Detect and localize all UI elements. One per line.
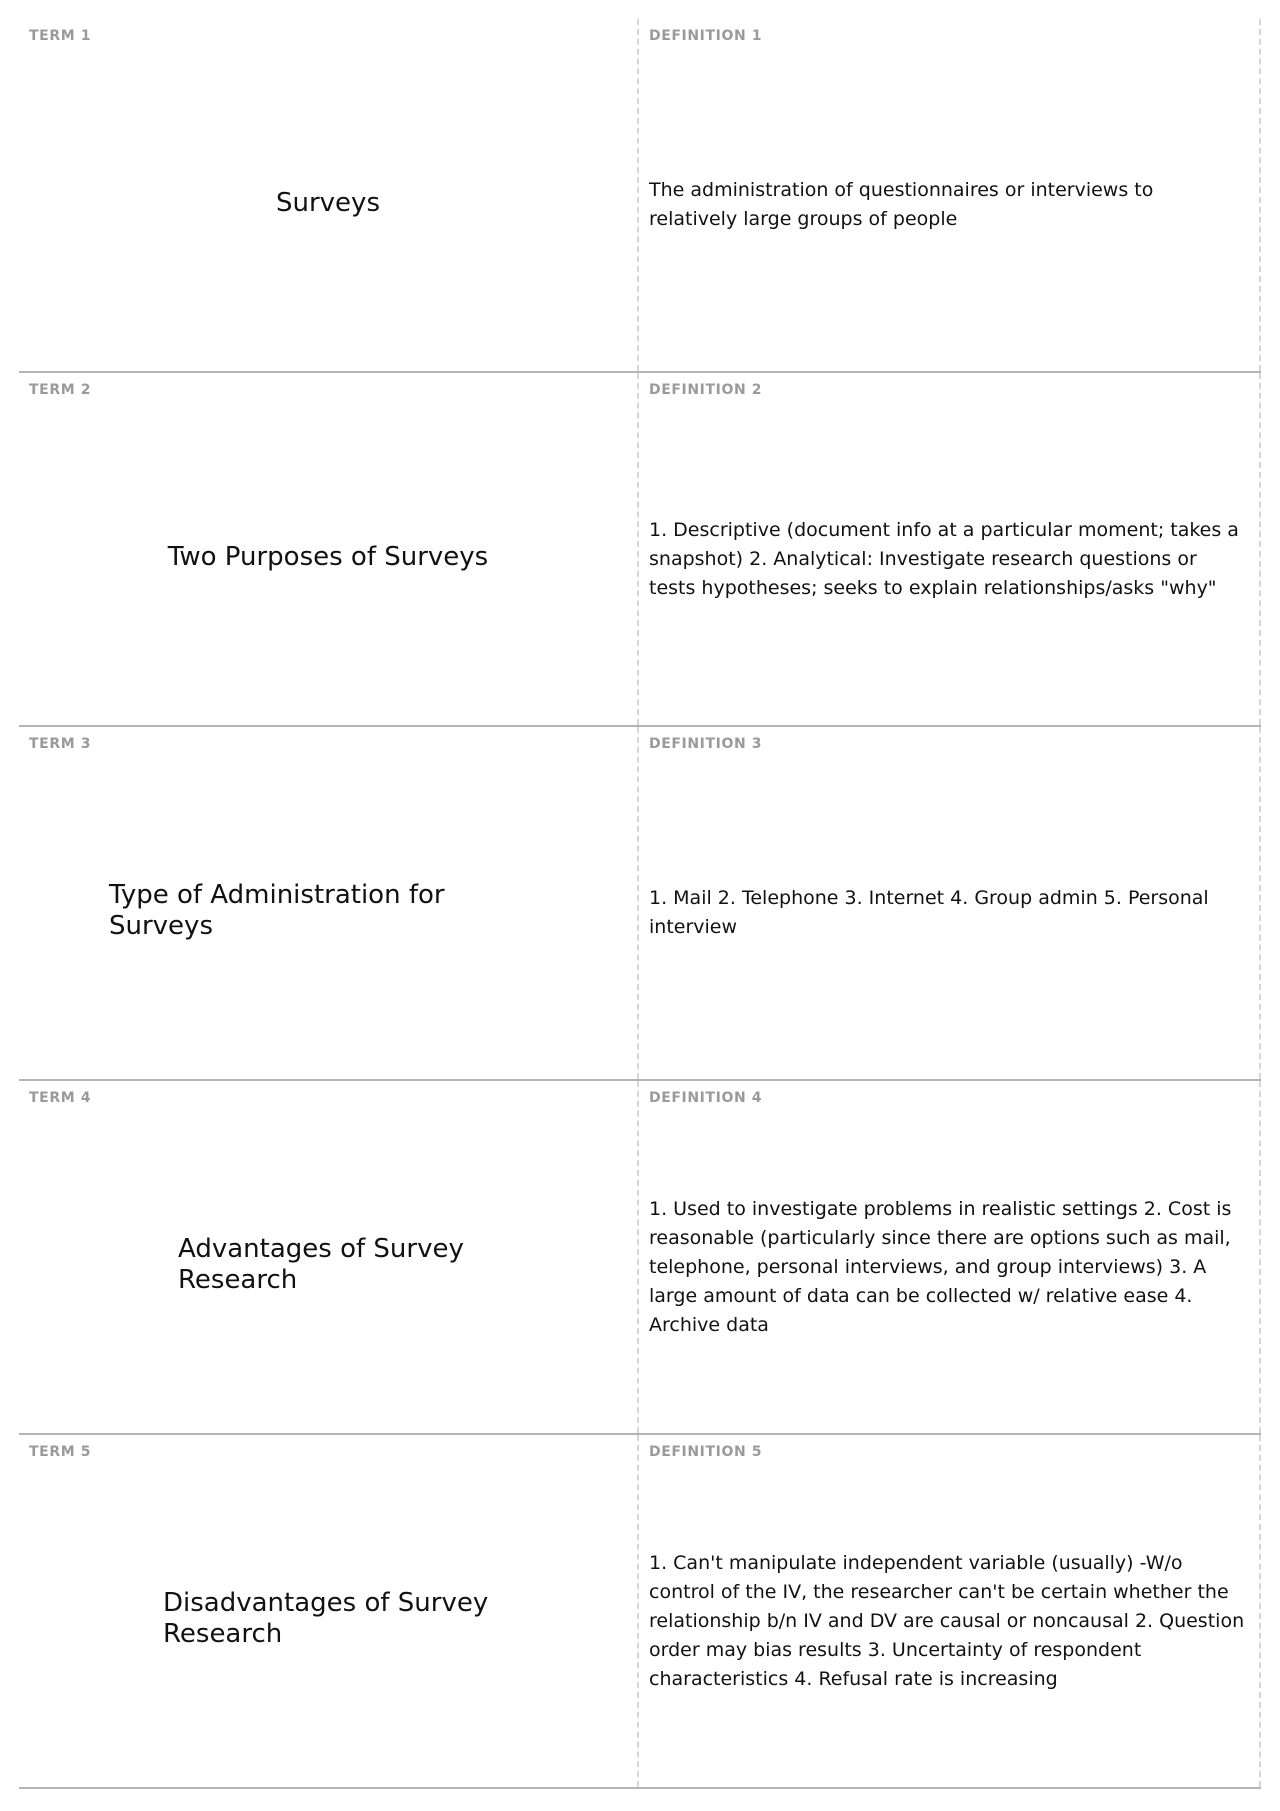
- term-text: Advantages of Survey Research: [178, 1234, 464, 1295]
- definition-label: DEFINITION 2: [649, 382, 763, 398]
- flashcard-row: [19, 373, 1261, 727]
- definition-text: 1. Descriptive (document info at a particular moment; takes a snapshot) 2. Analytical: Investigate research questions or tests hypotheses; seeks to explain relationships/asks "why": [649, 518, 1239, 599]
- term-label: TERM 2: [29, 382, 92, 398]
- definition-text: 1. Can't manipulate independent variable (usually) -W/o control of the IV, the researcher can't be certain whether the relationship b/n IV and DV are causal or noncausal 2. Question order may bias results 3. Uncertainty of respondent characteristics 4. Refusal rate is increasing: [649, 1551, 1245, 1690]
- definition-label: DEFINITION 1: [649, 28, 763, 44]
- term-label: TERM 3: [29, 736, 92, 752]
- flashcard-row: [19, 19, 1261, 373]
- definition-cell: [639, 1435, 1261, 1787]
- definition-cell: [639, 19, 1261, 371]
- term-label: TERM 5: [29, 1444, 92, 1460]
- term-text: Type of Administration for Surveys: [109, 880, 445, 941]
- term-text: Disadvantages of Survey Research: [163, 1588, 489, 1649]
- term-cell: [19, 727, 639, 1079]
- definition-label: DEFINITION 5: [649, 1444, 763, 1460]
- definition-cell: [639, 373, 1261, 725]
- definition-text: 1. Used to investigate problems in realistic settings 2. Cost is reasonable (particularly since there are options such as mail, telephone, personal interviews, and group interviews) 3. A large amount of data can be collected w/ relative ease 4. Archive data: [649, 1197, 1232, 1336]
- term-cell: [19, 1435, 639, 1787]
- flashcard-sheet: [19, 19, 1261, 1789]
- flashcard-row: [19, 1435, 1261, 1789]
- term-label: TERM 4: [29, 1090, 92, 1106]
- definition-label: DEFINITION 3: [649, 736, 763, 752]
- definition-cell: [639, 727, 1261, 1079]
- term-text: Two Purposes of Surveys: [167, 541, 489, 572]
- term-text: Surveys: [276, 187, 380, 218]
- definition-text: 1. Mail 2. Telephone 3. Internet 4. Group admin 5. Personal interview: [649, 887, 1209, 938]
- definition-cell: [639, 1081, 1261, 1433]
- term-cell: [19, 1081, 639, 1433]
- flashcard-row: [19, 1081, 1261, 1435]
- definition-text: The administration of questionnaires or interviews to relatively large groups of people: [649, 179, 1154, 230]
- flashcard-row: [19, 727, 1261, 1081]
- definition-label: DEFINITION 4: [649, 1090, 763, 1106]
- term-cell: [19, 19, 639, 371]
- term-cell: [19, 373, 639, 725]
- term-label: TERM 1: [29, 28, 92, 44]
